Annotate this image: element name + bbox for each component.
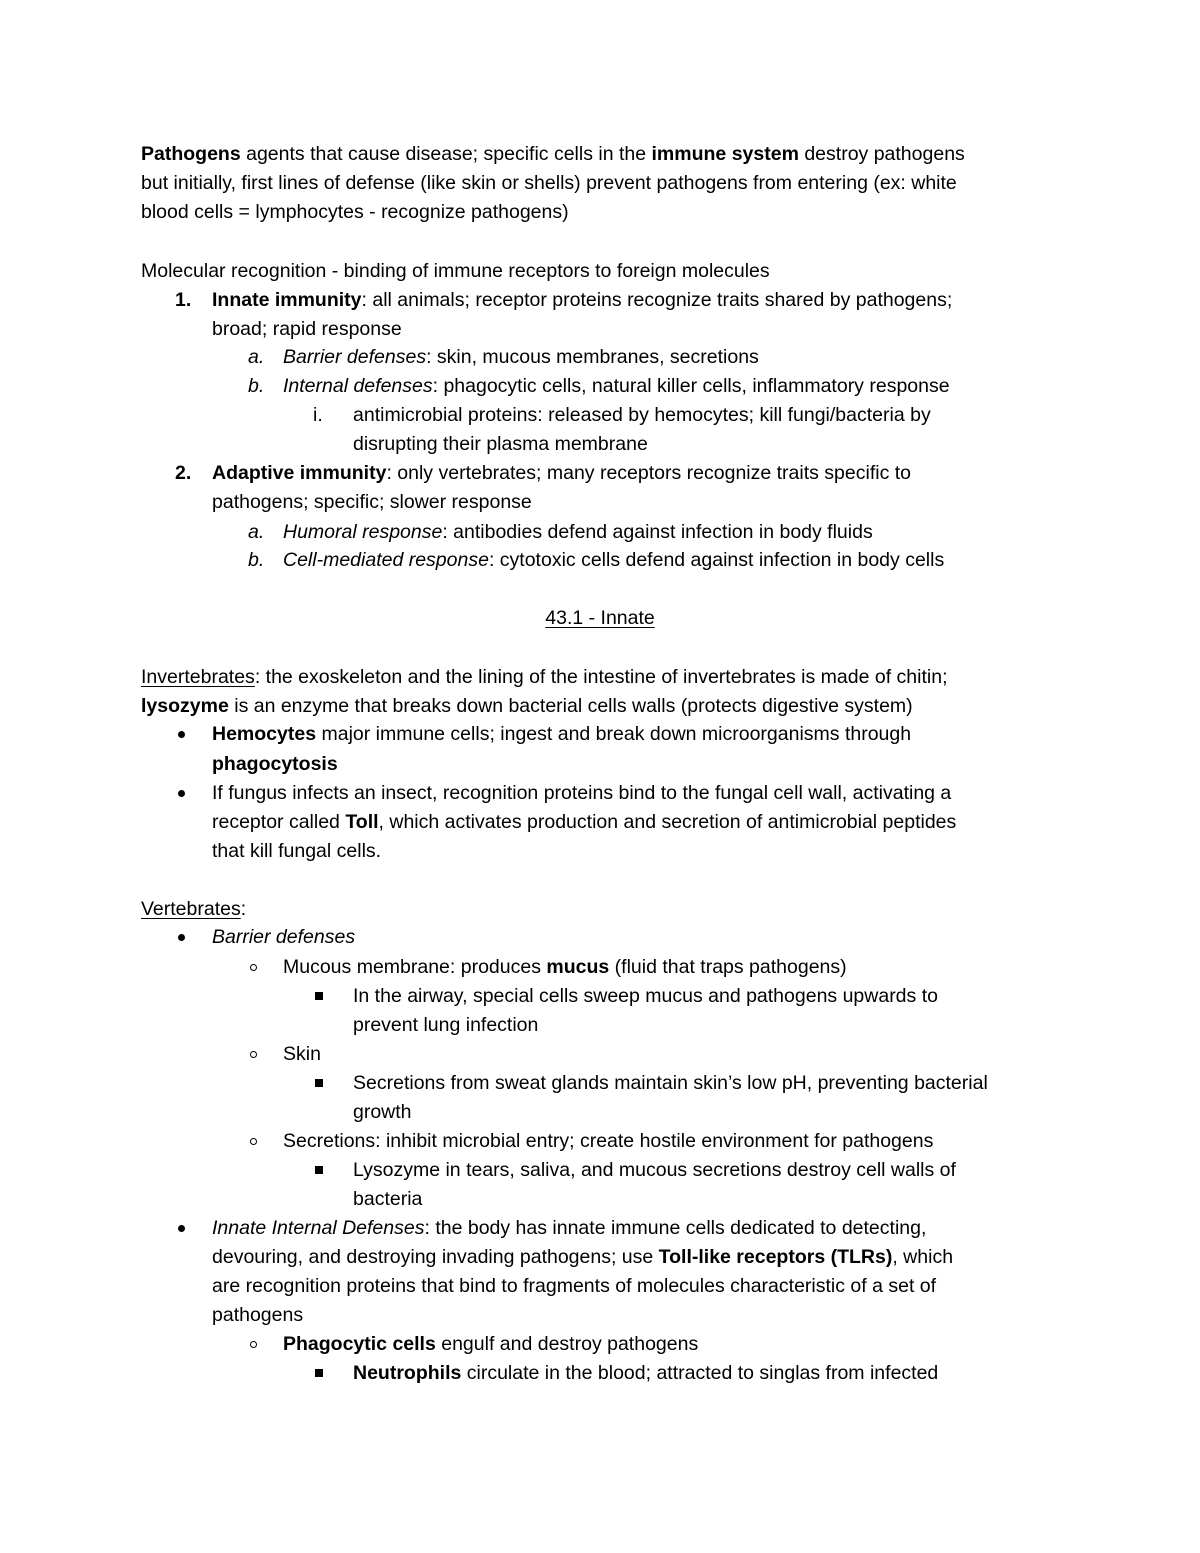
airway-item-cont: prevent lung infection	[353, 1014, 539, 1036]
vertebrates-label: Vertebrates	[141, 898, 241, 920]
bullet-dot-icon	[178, 1225, 185, 1232]
bullet-dot-icon	[178, 934, 185, 941]
term-phagocytosis: phagocytosis	[212, 753, 338, 775]
list-letter-a-2: a.	[248, 521, 265, 543]
innate-immunity-item: Innate immunity: all animals; receptor proteins recognize traits shared by pathogens;	[212, 289, 953, 311]
invertebrates-line-1: Invertebrates: the exoskeleton and the lining of the intestine of invertebrates is made of chitin;	[141, 666, 948, 688]
phagocytic-cells-item: Phagocytic cells engulf and destroy pathogens	[283, 1333, 699, 1355]
list-letter-a: a.	[248, 346, 265, 368]
adaptive-immunity-cont: pathogens; specific; slower response	[212, 491, 532, 513]
adaptive-immunity-item: Adaptive immunity: only vertebrates; many receptors recognize traits specific to	[212, 462, 912, 484]
term-lysozyme: lysozyme	[141, 695, 229, 717]
innate-internal-defenses-line-1: Innate Internal Defenses: the body has innate immune cells dedicated to detecting,	[212, 1217, 927, 1239]
internal-defenses-item: Internal defenses: phagocytic cells, natural killer cells, inflammatory response	[283, 375, 950, 397]
intro-line-3: blood cells = lymphocytes - recognize pathogens)	[141, 201, 569, 223]
antimicrobial-proteins-cont: disrupting their plasma membrane	[353, 433, 648, 455]
cell-mediated-response-item: Cell-mediated response: cytotoxic cells defend against infection in body cells	[283, 549, 945, 571]
intro-line-2: but initially, first lines of defense (like skin or shells) prevent pathogens from entering (ex: white	[141, 172, 957, 194]
section-heading: 43.1 - Innate	[545, 607, 655, 629]
mucous-membrane-item: Mucous membrane: produces mucus (fluid that traps pathogens)	[283, 956, 847, 978]
innate-internal-defenses-line-3: are recognition proteins that bind to fragments of molecules characteristic of a set of	[212, 1275, 937, 1297]
barrier-defenses-item: Barrier defenses: skin, mucous membranes, secretions	[283, 346, 759, 368]
bullet-square-icon	[315, 1079, 323, 1087]
molecular-recognition-heading: Molecular recognition - binding of immune receptors to foreign molecules	[141, 260, 770, 282]
secretions-item: Secretions: inhibit microbial entry; create hostile environment for pathogens	[283, 1130, 934, 1152]
invertebrates-line-2: lysozyme is an enzyme that breaks down bacterial cells walls (protects digestive system)	[141, 695, 913, 717]
innate-internal-defenses-line-2: devouring, and destroying invading pathogens; use Toll-like receptors (TLRs), which	[212, 1246, 954, 1268]
bullet-circle-icon	[250, 1138, 257, 1145]
lysozyme-tears-item: Lysozyme in tears, saliva, and mucous secretions destroy cell walls of	[353, 1159, 956, 1181]
neutrophils-item: Neutrophils circulate in the blood; attracted to singlas from infected	[353, 1362, 939, 1384]
term-immune-system: immune system	[651, 143, 799, 165]
bullet-circle-icon	[250, 964, 257, 971]
list-roman-i: i.	[313, 404, 323, 426]
humoral-response-item: Humoral response: antibodies defend against infection in body fluids	[283, 521, 873, 543]
toll-item-line-1: If fungus infects an insect, recognition proteins bind to the fungal cell wall, activating a	[212, 782, 952, 804]
term-mucus: mucus	[546, 956, 610, 978]
skin-item: Skin	[283, 1043, 321, 1065]
antimicrobial-proteins-item: antimicrobial proteins: released by hemocytes; kill fungi/bacteria by	[353, 404, 931, 426]
airway-item: In the airway, special cells sweep mucus and pathogens upwards to	[353, 985, 938, 1007]
bullet-dot-icon	[178, 731, 185, 738]
bullet-square-icon	[315, 1369, 323, 1377]
list-letter-b: b.	[248, 375, 265, 397]
intro-line-1: Pathogens agents that cause disease; specific cells in the immune system destroy pathogens	[141, 143, 965, 165]
bullet-square-icon	[315, 1166, 323, 1174]
bullet-dot-icon	[178, 790, 185, 797]
bullet-circle-icon	[250, 1051, 257, 1058]
term-tlrs: Toll-like receptors (TLRs)	[658, 1246, 893, 1268]
list-letter-b-2: b.	[248, 549, 265, 571]
list-number-1: 1.	[175, 289, 192, 311]
barrier-defenses-bullet: Barrier defenses	[212, 926, 356, 948]
bullet-square-icon	[315, 992, 323, 1000]
vertebrates-heading: Vertebrates:	[141, 898, 247, 920]
term-toll: Toll	[345, 811, 379, 833]
innate-immunity-cont: broad; rapid response	[212, 318, 402, 340]
hemocytes-item: Hemocytes major immune cells; ingest and break down microorganisms through	[212, 723, 912, 745]
term-pathogens: Pathogens	[141, 143, 241, 165]
lysozyme-tears-item-cont: bacteria	[353, 1188, 423, 1210]
toll-item-line-3: that kill fungal cells.	[212, 840, 382, 862]
innate-internal-defenses-line-4: pathogens	[212, 1304, 304, 1326]
toll-item-line-2: receptor called Toll, which activates production and secretion of antimicrobial peptides	[212, 811, 957, 833]
sweat-glands-item: Secretions from sweat glands maintain skin’s low pH, preventing bacterial	[353, 1072, 988, 1094]
invertebrates-label: Invertebrates	[141, 666, 255, 688]
list-number-2: 2.	[175, 462, 192, 484]
sweat-glands-item-cont: growth	[353, 1101, 412, 1123]
bullet-circle-icon	[250, 1341, 257, 1348]
